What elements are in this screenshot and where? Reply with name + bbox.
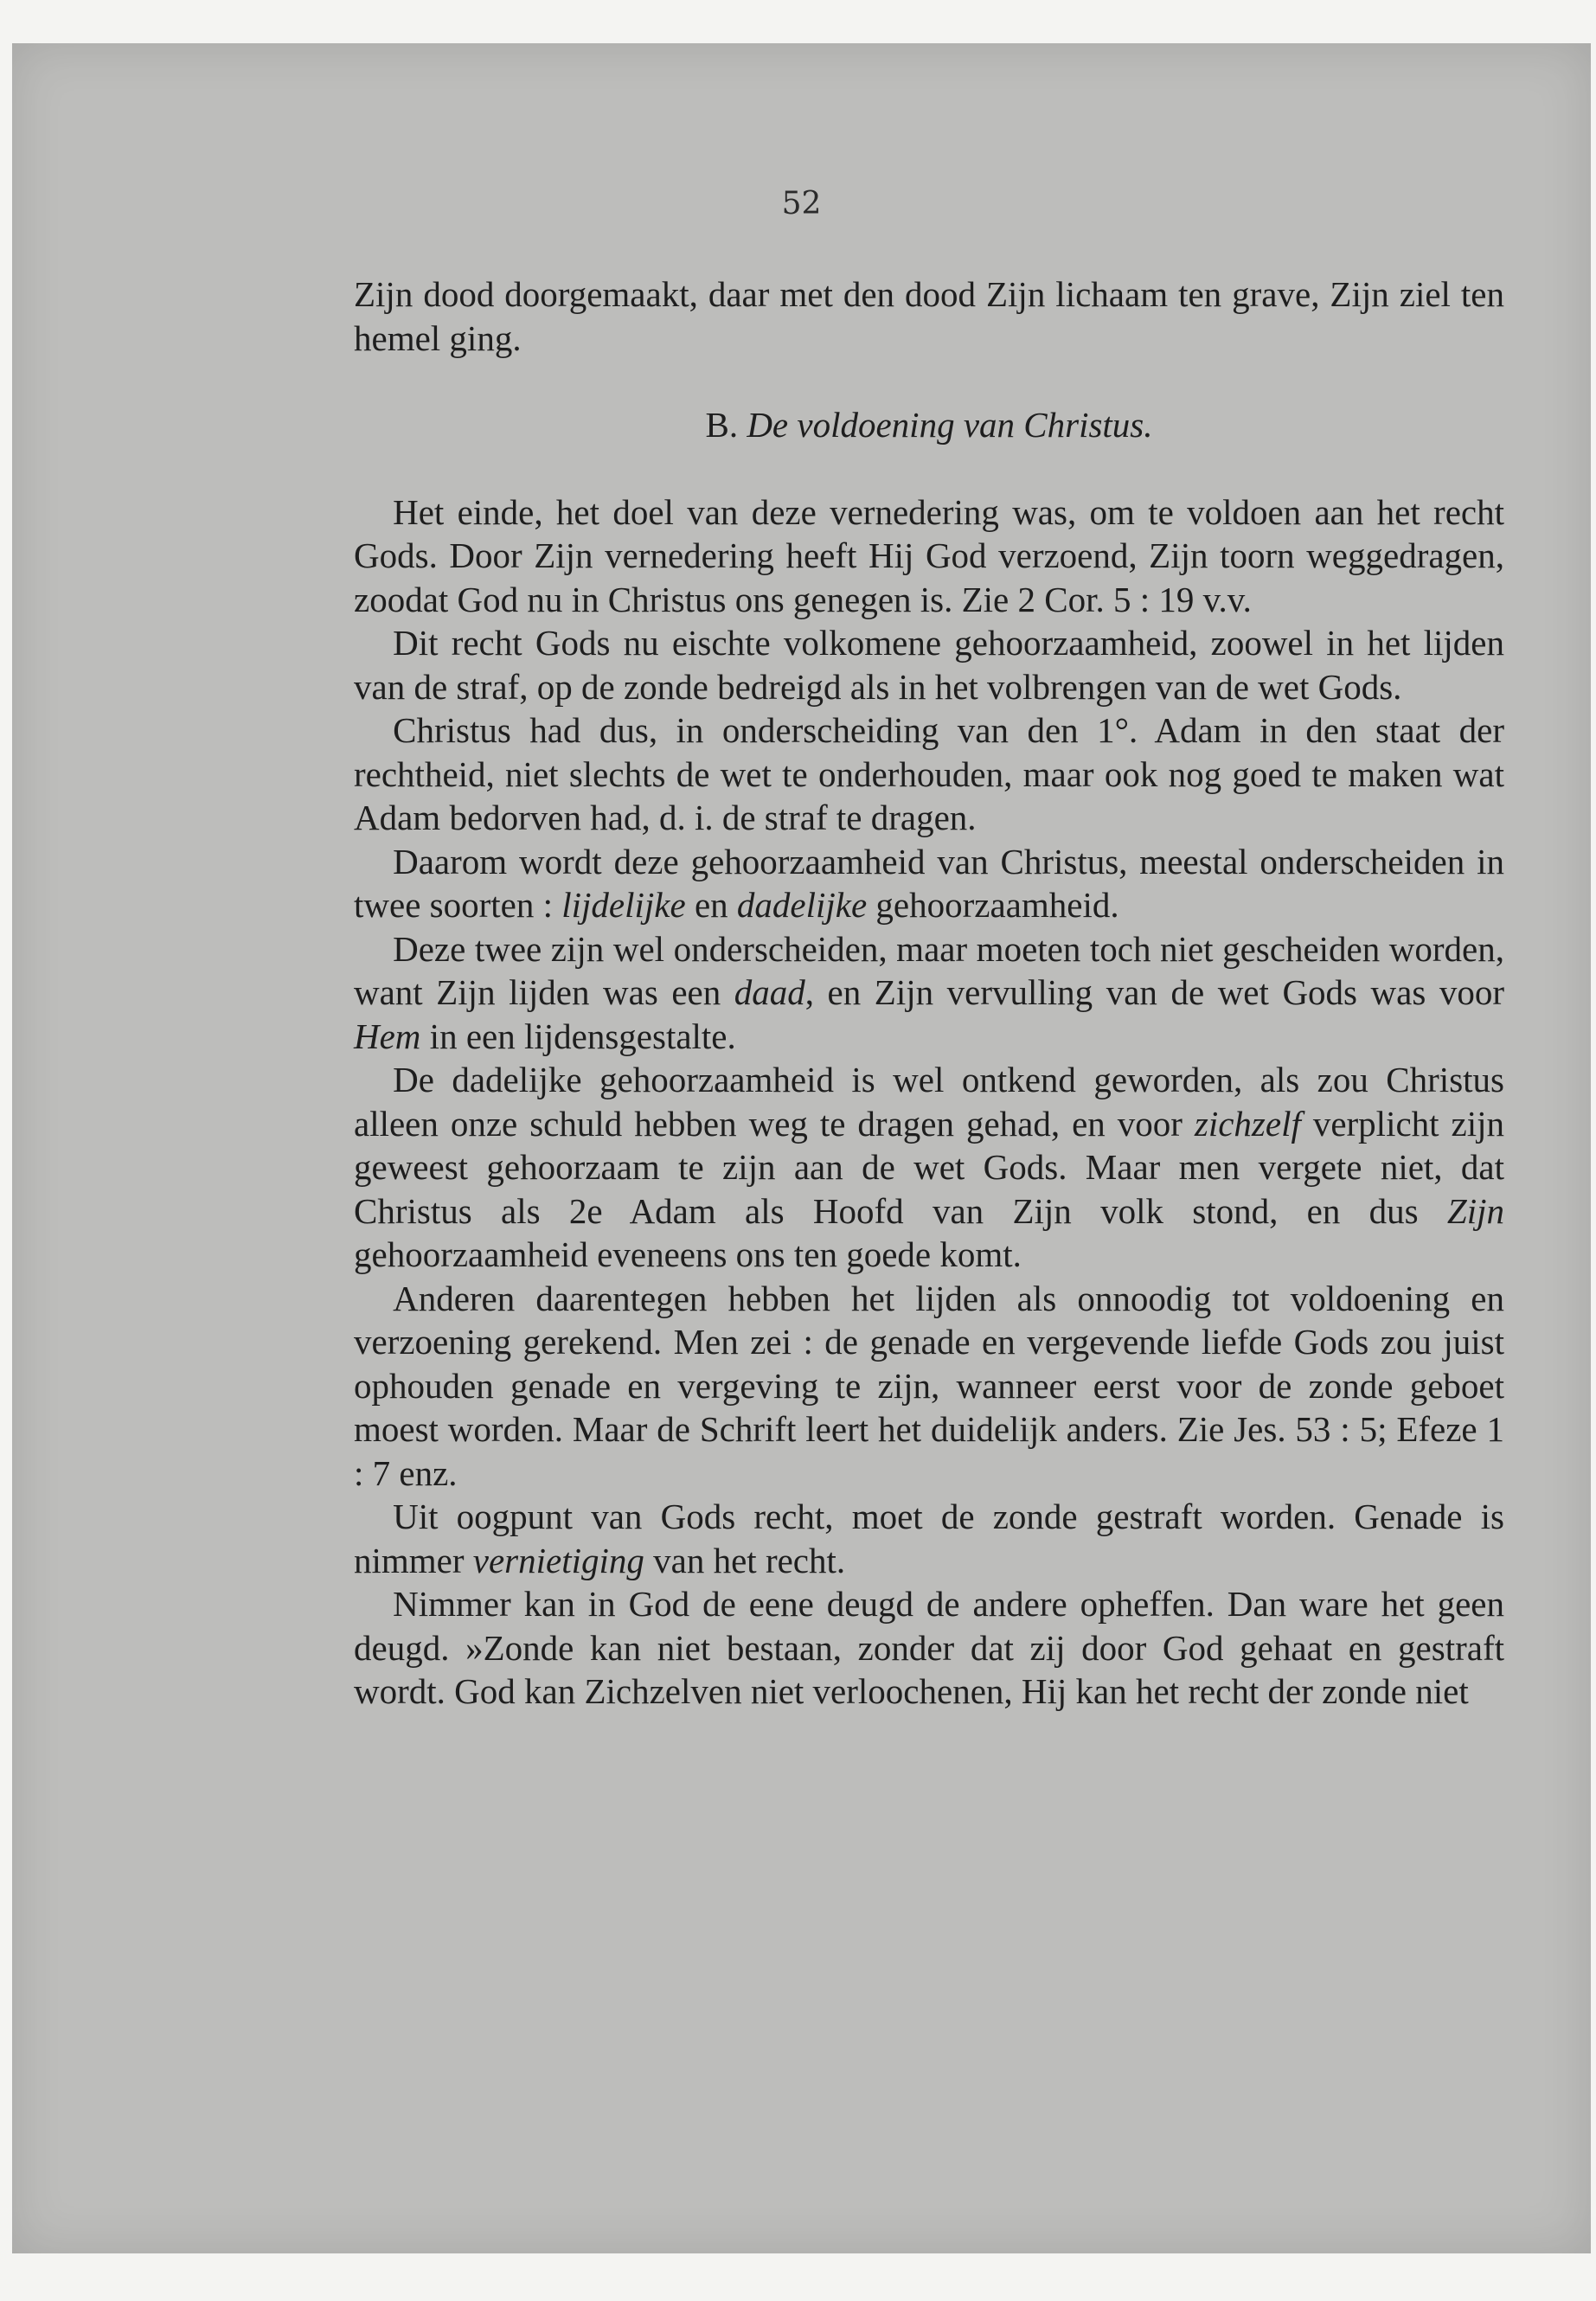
paragraph-1: Het einde, het doel van deze vernedering was, om te voldoen aan het recht Gods. Door Zijn vernedering heeft Hij God verzoend, Zijn toorn weggedragen, zoodat God nu in Christus ons genegen is. Zie 2 Cor. 5 : 19 v.v. bbox=[354, 491, 1504, 619]
paragraph-6-emphasis-1: zichzelf bbox=[1194, 1103, 1301, 1144]
section-heading-letter: B. bbox=[705, 405, 739, 445]
paragraph-8-text-b: van het recht. bbox=[644, 1540, 846, 1580]
body-text bbox=[354, 272, 1504, 1714]
section-heading-title: De voldoening van Christus. bbox=[747, 405, 1153, 445]
paragraph-4-emphasis-2: dadelijke bbox=[736, 885, 868, 925]
paragraph-9: Nimmer kan in God de eene deugd de andere opheffen. Dan ware het geen deugd. »Zonde kan niet bestaan, zonder dat zij door God gehaat en gestraft wordt. God kan Zichzelven niet verloochenen, Hij kan het recht der zonde niet bbox=[354, 1584, 1504, 1711]
paragraph-4-text-c: gehoorzaamheid. bbox=[867, 885, 1119, 925]
paragraph-6-text-b: verplicht zijn geweest gehoorzaam te zijn aan de wet Gods. Maar men vergete niet, dat Christus als 2e Adam als Hoofd van Zijn volk stond, en dus bbox=[354, 1103, 1505, 1231]
paragraph-4 bbox=[354, 840, 1504, 927]
paragraph-6-text-a: De dadelijke gehoorzaamheid is wel ontkend geworden, als zou Christus alleen onze schuld hebben weg te dragen gehad, en voor bbox=[354, 1060, 1504, 1144]
opening-paragraph: Zijn dood doorgemaakt, daar met den dood Zijn lichaam ten grave, Zijn ziel ten hemel ging. bbox=[354, 274, 1504, 358]
paragraph-5-text-c: in een lijdensgestalte. bbox=[420, 1016, 736, 1056]
paragraph-7: Anderen daarentegen hebben het lijden als onnoodig tot voldoening en verzoening gerekend. Men zei : de genade en vergevende liefde Gods zou juist ophouden genade en vergeving te zijn, wanneer eerst voor de zonde geboet moest worden. Maar de Schrift leert het duidelijk anders. Zie Jes. 53 : 5; Efeze 1 : 7 enz. bbox=[354, 1278, 1504, 1493]
paragraph-8-text-a: Uit oogpunt van Gods recht, moet de zonde gestraft worden. Genade is nimmer bbox=[354, 1497, 1504, 1580]
section-heading bbox=[354, 403, 1504, 447]
book-page bbox=[12, 43, 1591, 2253]
paragraph-2: Dit recht Gods nu eischte volkomene gehoorzaamheid, zoowel in het lijden van de straf, op de zonde bedreigd als in het volbrengen van de wet Gods. bbox=[354, 623, 1504, 707]
paragraph-5-text-b: , en Zijn vervulling van de wet Gods was voor bbox=[804, 972, 1504, 1012]
page-number: 52 bbox=[781, 186, 822, 221]
paragraph-4-text-a: Daarom wordt deze gehoorzaamheid van Christus, meestal onderscheiden in twee soorten : bbox=[354, 841, 1504, 925]
paragraph-4-emphasis-1: lijdelijke bbox=[561, 885, 686, 925]
paragraph-8 bbox=[354, 1495, 1504, 1582]
paragraph-6-emphasis-2: Zijn bbox=[1446, 1190, 1504, 1231]
paragraph-5-emphasis-2: Hem bbox=[354, 1016, 421, 1056]
paragraph-4-text-b: en bbox=[685, 885, 737, 925]
paragraph-5-text-a: Deze twee zijn wel onderscheiden, maar moeten toch niet gescheiden worden, want Zijn lijden was een bbox=[354, 928, 1504, 1012]
paragraph-5-emphasis-1: daad bbox=[734, 972, 805, 1012]
paragraph-5 bbox=[354, 927, 1504, 1059]
paragraph-8-emphasis-1: vernietiging bbox=[472, 1540, 644, 1580]
paragraph-6-text-c: gehoorzaamheid eveneens ons ten goede komt. bbox=[354, 1234, 1022, 1274]
paragraph-3: Christus had dus, in onderscheiding van den 1°. Adam in den staat der rechtheid, niet slechts de wet te onderhouden, maar ook nog goed te maken wat Adam bedorven had, d. i. de straf te dragen. bbox=[354, 710, 1504, 837]
paragraph-6 bbox=[354, 1058, 1504, 1277]
